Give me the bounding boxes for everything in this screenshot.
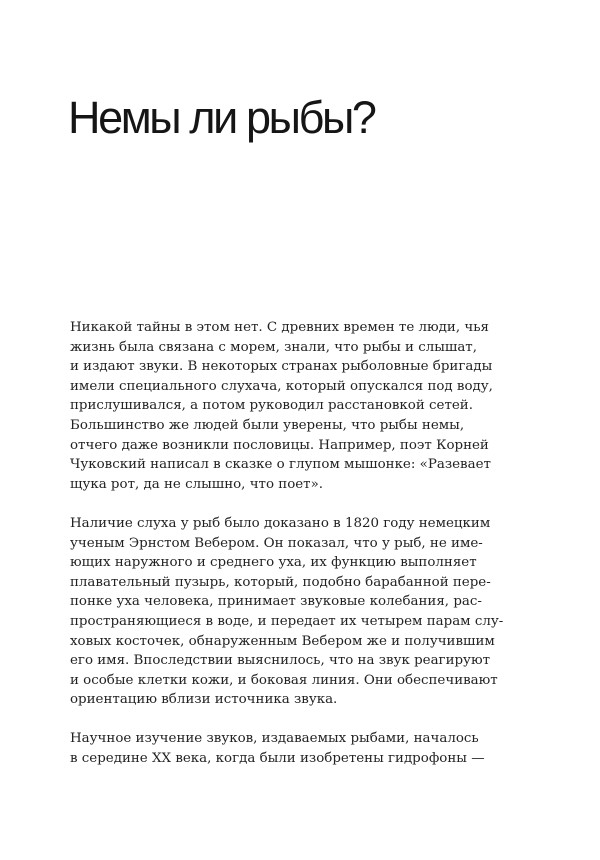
text-line: ученым Эрнстом Вебером. Он показал, что у рыб, не име- [70,535,483,551]
text-line: Чуковский написал в сказке о глупом мышонке: «Разевает [70,457,491,473]
text-line: прислушивался, а потом руководил расстановкой сетей. [70,398,473,414]
text-line: Научное изучение звуков, издаваемых рыбами, началось [70,731,479,747]
paragraph-1 [70,318,540,494]
chapter-title: Немы ли рыбы? [68,92,375,143]
text-line: имели специального слухача, который опускался под воду, [70,378,493,394]
text-line: ховых косточек, обнаруженным Вебером же и получившим [70,633,495,649]
chapter-body [70,318,540,788]
text-line: щука рот, да не слышно, что поет». [70,476,324,492]
text-line: ориентацию вблизи источника звука. [70,692,338,708]
text-line: понке уха человека, принимает звуковые колебания, рас- [70,594,482,610]
text-line: ющих наружного и среднего уха, их функцию выполняет [70,555,477,571]
text-line: Никакой тайны в этом нет. С древних времен те люди, чья [70,320,489,335]
text-line: Наличие слуха у рыб было доказано в 1820 году немецким [70,515,491,531]
text-line: его имя. Впоследствии выяснилось, что на звук реагируют [70,653,491,669]
text-line: в середине XX века, когда были изобретены гидрофоны — [70,751,485,767]
text-line: пространяющиеся в воде, и передает их четырем парам слу- [70,613,504,629]
text-line: и издают звуки. В некоторых странах рыболовные бригады [70,359,493,375]
text-line: плавательный пузырь, который, подобно барабанной пере- [70,574,491,590]
paragraph-3 [70,729,540,768]
text-line: отчего даже возникли пословицы. Например, поэт Корней [70,437,489,453]
paragraph-2 [70,514,540,710]
text-line: Большинство же людей были уверены, что рыбы немы, [70,417,465,433]
text-line: и особые клетки кожи, и боковая линия. Они обеспечивают [70,672,498,688]
text-line: жизнь была связана с морем, знали, что рыбы и слышат, [70,339,477,355]
